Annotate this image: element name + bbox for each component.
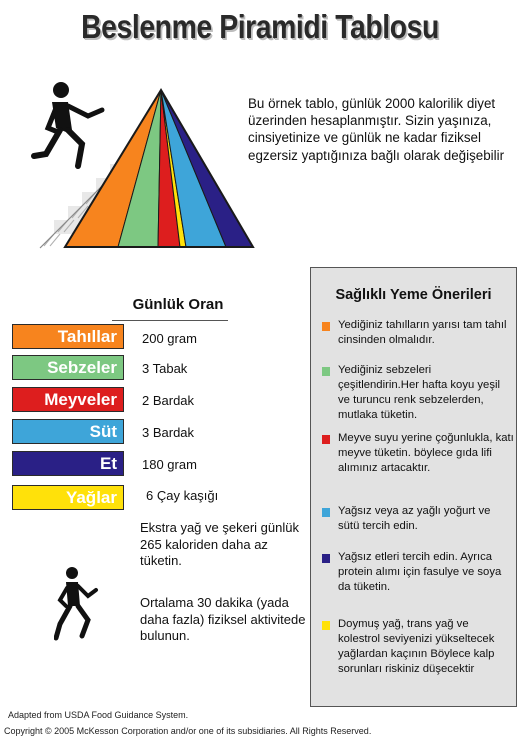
- page-title: Beslenme Piramidi Tablosu: [81, 8, 439, 45]
- tip-grains: Yediğiniz tahılların yarısı tam tahıl cinsinden olmalıdır.: [338, 319, 507, 346]
- activity-note: Ortalama 30 dakika (yada daha fazla) fiziksel aktivitede bulunun.: [140, 595, 306, 643]
- climber-figure: [34, 82, 102, 166]
- group-amount-oils: 6 Çay kaşığı: [146, 488, 219, 503]
- extra-fat-note: Ekstra yağ ve şekeri günlük 265 kaloriden daha az tüketin.: [140, 520, 299, 568]
- group-label-meat: Et: [12, 451, 124, 476]
- tip-oils: Doymuş yağ, trans yağ ve kolestrol seviyenizi yükseltecek yağlardan kaçının Böylece kalp sorunları riskiniz düşecektir: [338, 618, 495, 675]
- tip-marker-grains: [322, 322, 330, 331]
- group-amount-milk: 3 Bardak: [142, 425, 195, 440]
- daily-ratio-divider: [112, 320, 228, 321]
- source-note: Adapted from USDA Food Guidance System.: [8, 710, 189, 720]
- runner-icon: [54, 566, 100, 642]
- tip-vegetables: Yediğiniz sebzeleri çeşitlendirin.Her hafta koyu yeşil ve turuncu renk sebzelerden, mutlaka tüketin.: [338, 364, 500, 421]
- group-amount-grains: 200 gram: [142, 331, 197, 346]
- group-label-grains: Tahıllar: [12, 324, 124, 349]
- tip-marker-fruits: [322, 435, 330, 444]
- tip-marker-meat: [322, 554, 330, 563]
- group-amount-vegetables: 3 Tabak: [142, 361, 188, 376]
- group-label-oils: Yağlar: [12, 485, 124, 510]
- tips-title: Sağlıklı Yeme Önerileri: [335, 287, 492, 303]
- tip-marker-vegetables: [322, 367, 330, 376]
- tip-fruits: Meyve suyu yerine çoğunlukla, katı meyve tüketin. böylece gıda lifi alımınız artacaktır.: [338, 432, 514, 474]
- tip-meat: Yağsız etleri tercih edin. Ayrıca protein alımı için fasulye ve soya da tüketin.: [338, 551, 502, 593]
- group-label-fruits: Meyveler: [12, 387, 124, 412]
- group-amount-meat: 180 gram: [142, 457, 197, 472]
- group-label-milk: Süt: [12, 419, 124, 444]
- tip-marker-oils: [322, 621, 330, 630]
- group-label-vegetables: Sebzeler: [12, 355, 124, 380]
- copyright-note: Copyright © 2005 McKesson Corporation and/or one of its subsidiaries. All Rights Reserved.: [4, 726, 372, 736]
- tip-milk: Yağsız veya az yağlı yoğurt ve sütü tercih edin.: [338, 505, 491, 532]
- group-amount-fruits: 2 Bardak: [142, 393, 195, 408]
- tip-marker-milk: [322, 508, 330, 517]
- intro-text: Bu örnek tablo, günlük 2000 kalorilik diyet üzerinden hesaplanmıştır. Sizin yaşınıza, cinsiyetinize ve günlük ne kadar fiziksel egzersiz yaptığınıza bağlı olarak değişebilir: [248, 96, 505, 163]
- daily-ratio-title: Günlük Oran: [132, 296, 224, 313]
